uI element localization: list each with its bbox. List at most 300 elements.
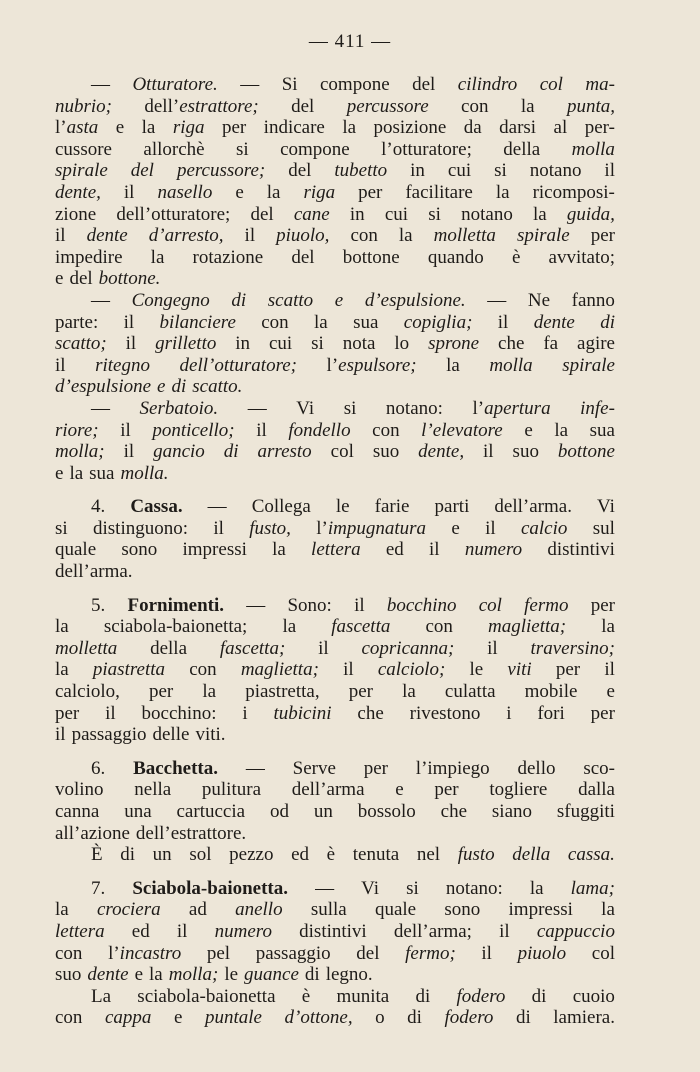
page-number: — 411 — <box>308 31 392 52</box>
word <box>120 463 168 485</box>
text-line <box>55 204 615 226</box>
italic-term: molla <box>571 138 615 160</box>
italic-term: riore; <box>55 419 99 441</box>
word <box>264 117 325 139</box>
word <box>55 96 112 118</box>
text-run: la <box>601 616 615 638</box>
word <box>571 878 615 900</box>
word <box>410 703 481 725</box>
text-run: bottone <box>342 246 400 268</box>
text-run: distintivi <box>547 539 615 561</box>
word <box>55 268 63 290</box>
word <box>375 1007 385 1029</box>
italic-term: cilindro <box>457 74 518 95</box>
italic-term: bilanciere <box>159 311 236 333</box>
text-run: del <box>288 160 312 182</box>
italic-term: copricanna; <box>361 637 455 659</box>
body-text <box>55 74 615 1029</box>
text-run: ad <box>188 899 207 921</box>
text-run: dell’otturatore; <box>116 203 231 225</box>
text-run: — <box>246 594 266 616</box>
text-line <box>55 376 615 398</box>
word <box>249 518 291 540</box>
text-run: o <box>375 1007 385 1029</box>
italic-term: apertura <box>484 397 551 419</box>
text-run: — <box>487 289 507 311</box>
text-line <box>55 463 615 485</box>
text-run: del <box>356 942 380 964</box>
text-run: di <box>515 1007 531 1029</box>
text-line <box>55 921 615 943</box>
text-line <box>55 638 615 660</box>
text-run: la <box>342 117 357 139</box>
italic-term: fodero <box>456 985 506 1007</box>
text-run: lamiera. <box>553 1007 615 1029</box>
word <box>375 899 416 921</box>
text-run: la <box>149 964 163 986</box>
text-run: impressi <box>182 539 247 561</box>
word <box>55 376 151 398</box>
word <box>530 878 544 900</box>
text-run: suo <box>512 441 539 463</box>
word <box>326 964 373 986</box>
text-run: ed <box>131 920 150 942</box>
word <box>220 638 285 660</box>
italic-term: viti <box>507 659 532 681</box>
word <box>572 290 615 312</box>
text-run: la <box>520 95 535 117</box>
text-run: mobile <box>524 681 578 703</box>
word <box>365 290 466 312</box>
word <box>521 96 535 118</box>
text-run: l’impiego <box>415 757 490 779</box>
word <box>554 420 568 442</box>
word <box>91 290 110 312</box>
italic-term: lama; <box>570 877 615 899</box>
text-line <box>55 986 615 1008</box>
text-run: l’ <box>472 397 485 419</box>
word <box>252 496 311 518</box>
word <box>127 595 224 617</box>
italic-term: fermo; <box>405 942 456 964</box>
italic-term: numero <box>464 539 523 561</box>
text-run: cussore <box>55 138 112 160</box>
italic-term: piuolo <box>517 942 567 964</box>
italic-term: guance <box>244 964 299 986</box>
text-run: suo <box>372 441 400 463</box>
text-run: si <box>235 138 249 160</box>
word <box>240 74 259 96</box>
word <box>87 225 128 247</box>
word <box>291 247 314 269</box>
word <box>235 899 283 921</box>
text-run: distintivi <box>299 920 367 942</box>
word <box>441 801 467 823</box>
word <box>543 333 558 355</box>
text-run: la <box>55 616 69 638</box>
text-run: è <box>511 246 521 268</box>
text-line <box>55 964 615 986</box>
text-run: il <box>485 517 496 539</box>
word <box>155 333 216 355</box>
text-run: per <box>434 779 459 801</box>
word <box>461 96 488 118</box>
text-line <box>55 878 615 900</box>
italic-term: cappuccio <box>536 920 615 942</box>
italic-term: dente <box>87 964 129 986</box>
italic-term: Otturatore. <box>132 74 218 95</box>
italic-term: della <box>512 844 551 866</box>
text-run: calciolo, <box>55 681 120 703</box>
word <box>195 724 225 746</box>
text-run: il <box>213 517 224 539</box>
word <box>445 1007 494 1029</box>
word <box>394 921 472 943</box>
text-run: con <box>55 1007 83 1029</box>
text-line <box>55 333 615 355</box>
word <box>494 496 572 518</box>
text-run: ed <box>385 539 404 561</box>
word <box>288 160 311 182</box>
text-run: 7. <box>91 877 106 899</box>
word <box>524 595 568 617</box>
text-line <box>55 139 615 161</box>
text-run: notano: <box>385 397 443 419</box>
word <box>153 844 172 866</box>
word <box>120 844 135 866</box>
text-run: il <box>318 637 329 659</box>
word <box>457 986 506 1008</box>
text-run: col <box>330 441 354 463</box>
text-run: dalla <box>578 779 615 801</box>
word <box>465 539 522 561</box>
text-run: impedire <box>55 246 123 268</box>
word <box>567 204 615 226</box>
word <box>120 420 131 442</box>
word <box>334 160 387 182</box>
word <box>425 616 452 638</box>
word <box>528 290 550 312</box>
text-line <box>55 823 615 845</box>
italic-term: grilletto <box>155 333 217 355</box>
text-run: — <box>91 397 110 419</box>
text-run: e <box>134 964 143 986</box>
italic-term: lettera <box>55 920 105 942</box>
text-run: e <box>235 181 244 203</box>
text-run: in <box>235 333 251 355</box>
word <box>55 779 104 801</box>
italic-term: ritegno <box>95 354 150 376</box>
text-run: parti <box>434 496 470 518</box>
italic-term: di <box>600 311 615 333</box>
word <box>407 1007 422 1029</box>
word <box>488 616 566 638</box>
word <box>132 921 150 943</box>
text-run: cuoio <box>572 985 615 1007</box>
text-run: impressi <box>508 899 573 921</box>
text-run: quale <box>55 539 97 561</box>
word <box>236 139 249 161</box>
word <box>149 681 173 703</box>
text-line <box>55 290 615 312</box>
text-run: — <box>315 877 335 899</box>
text-run: Vi <box>296 397 315 419</box>
text-run: il <box>176 920 188 942</box>
word <box>498 312 509 334</box>
word <box>291 844 309 866</box>
word <box>553 1007 615 1029</box>
italic-term: scatto; <box>55 333 107 355</box>
text-run: per <box>590 225 615 247</box>
word <box>55 616 69 638</box>
word <box>435 496 470 518</box>
italic-term: molla; <box>168 964 219 986</box>
text-run: l’ <box>326 354 339 376</box>
word <box>534 312 575 334</box>
word <box>525 681 578 703</box>
text-run: le <box>335 496 350 518</box>
text-run: del <box>69 268 93 290</box>
text-run: la <box>202 681 217 703</box>
word <box>91 595 105 617</box>
text-run: sco- <box>583 757 615 779</box>
word <box>356 943 379 965</box>
word <box>314 801 333 823</box>
word <box>451 518 459 540</box>
word <box>152 420 234 442</box>
text-run: le <box>469 659 484 681</box>
italic-term: asta <box>66 117 99 139</box>
word <box>207 943 230 965</box>
text-line <box>55 518 615 540</box>
text-run: dell’estrattore. <box>135 822 247 844</box>
text-run: zione <box>55 203 97 225</box>
text-run: dell’arma. <box>55 561 133 583</box>
word <box>387 595 457 617</box>
word <box>151 247 165 269</box>
word <box>344 398 357 420</box>
italic-term: infe- <box>580 397 615 419</box>
word <box>121 539 157 561</box>
word <box>343 333 376 355</box>
text-run: con <box>350 225 378 247</box>
text-run: passaggio <box>71 724 147 746</box>
word <box>293 758 336 780</box>
text-run: la <box>554 419 569 441</box>
text-run: del <box>291 95 315 117</box>
text-run: il <box>481 942 492 964</box>
text-run: indicare <box>263 117 325 139</box>
word <box>331 616 390 638</box>
word <box>242 703 247 725</box>
text-run: legno. <box>325 964 373 986</box>
text-line <box>55 844 615 866</box>
word <box>343 247 400 269</box>
word <box>97 899 161 921</box>
word <box>282 616 296 638</box>
word <box>55 724 66 746</box>
text-run: tenuta <box>352 844 400 866</box>
text-run: per <box>590 702 615 724</box>
word <box>318 638 329 660</box>
text-run: si <box>494 160 507 182</box>
word <box>267 182 281 204</box>
italic-term: crociera <box>96 899 161 921</box>
word <box>261 312 288 334</box>
word <box>533 182 615 204</box>
word <box>288 420 350 442</box>
word <box>446 355 460 377</box>
word <box>489 779 547 801</box>
italic-term: l’elevatore <box>421 419 503 441</box>
word <box>402 681 416 703</box>
word <box>499 921 510 943</box>
section-heading: Cassa. <box>130 496 183 518</box>
italic-term: piuolo, <box>276 225 330 247</box>
word <box>336 986 389 1008</box>
word <box>149 225 224 247</box>
word <box>248 398 267 420</box>
text-line <box>55 117 615 139</box>
text-run: notano <box>461 203 513 225</box>
text-run: pulitura <box>201 779 262 801</box>
word <box>55 899 69 921</box>
word <box>327 844 335 866</box>
word <box>386 398 443 420</box>
italic-term: dente <box>86 225 128 247</box>
text-run: distinguono: <box>93 517 189 539</box>
text-run: nella <box>134 779 172 801</box>
word <box>136 823 246 845</box>
word <box>503 139 540 161</box>
word <box>55 441 105 463</box>
text-run: l’otturatore; <box>381 138 472 160</box>
word <box>140 398 219 420</box>
text-run: per- <box>584 117 615 139</box>
word <box>91 986 111 1008</box>
word <box>404 312 473 334</box>
text-run: bocchino: <box>141 702 217 724</box>
word <box>144 96 258 118</box>
text-run: 6. <box>91 757 106 779</box>
word <box>69 268 92 290</box>
word <box>202 779 261 801</box>
text-run: l’ <box>55 117 67 139</box>
word <box>245 225 256 247</box>
italic-term: spirale <box>55 160 108 182</box>
word <box>235 182 243 204</box>
text-run: od <box>269 801 289 822</box>
word <box>445 681 496 703</box>
text-run: notano <box>529 160 582 182</box>
word <box>133 758 218 780</box>
word <box>177 801 246 823</box>
word <box>416 758 490 780</box>
word <box>357 703 383 725</box>
text-run: le <box>224 964 239 986</box>
text-run: il <box>483 441 494 463</box>
word <box>604 659 615 681</box>
text-run: la <box>402 681 416 703</box>
text-run: di <box>407 1007 422 1029</box>
word <box>583 758 615 780</box>
word <box>347 96 429 118</box>
word <box>417 844 440 866</box>
italic-term: d’arresto, <box>148 225 224 247</box>
word <box>350 204 365 226</box>
word <box>55 420 99 442</box>
word <box>302 986 310 1008</box>
text-run: per <box>348 681 373 703</box>
italic-term: ponticello; <box>152 419 235 441</box>
word <box>585 117 615 139</box>
text-run: per <box>149 681 174 703</box>
text-run: Si <box>281 74 298 95</box>
word <box>512 247 520 269</box>
word <box>116 204 230 226</box>
word <box>55 638 117 660</box>
text-run: per <box>363 757 388 779</box>
word <box>177 160 265 182</box>
word <box>499 117 536 139</box>
word <box>55 539 96 561</box>
word <box>573 986 615 1008</box>
word <box>55 139 112 161</box>
text-line <box>55 74 615 96</box>
word <box>87 964 128 986</box>
word <box>434 779 458 801</box>
word <box>492 801 532 823</box>
word <box>213 518 224 540</box>
text-run: Collega <box>251 496 311 518</box>
text-run: dell’arma; <box>393 920 472 942</box>
text-run: passaggio <box>255 942 331 964</box>
text-run: lo <box>394 333 410 355</box>
text-run: il <box>125 333 137 355</box>
word <box>498 333 524 355</box>
text-run: con <box>261 311 289 333</box>
word <box>174 1007 182 1029</box>
word <box>91 398 110 420</box>
italic-term: sprone <box>428 333 480 355</box>
word <box>521 518 567 540</box>
text-run: viti. <box>195 724 226 746</box>
text-run: posizione <box>373 117 447 139</box>
text-line <box>55 160 615 182</box>
word <box>343 659 354 681</box>
word <box>531 638 615 660</box>
word <box>604 160 615 182</box>
text-line <box>55 268 615 290</box>
word <box>91 844 103 866</box>
word <box>399 225 413 247</box>
italic-term: di <box>171 376 187 398</box>
word <box>428 247 484 269</box>
italic-term: lettera <box>311 539 361 561</box>
italic-term: d’espulsione. <box>364 289 466 311</box>
word <box>572 139 615 161</box>
text-run: al <box>553 117 568 139</box>
word <box>487 290 506 312</box>
word <box>169 964 219 986</box>
text-run: con <box>189 659 217 681</box>
text-run: fanno <box>571 289 615 311</box>
word <box>257 441 311 463</box>
word <box>547 539 615 561</box>
word <box>95 355 150 377</box>
word <box>93 518 188 540</box>
text-run: il <box>55 724 66 746</box>
